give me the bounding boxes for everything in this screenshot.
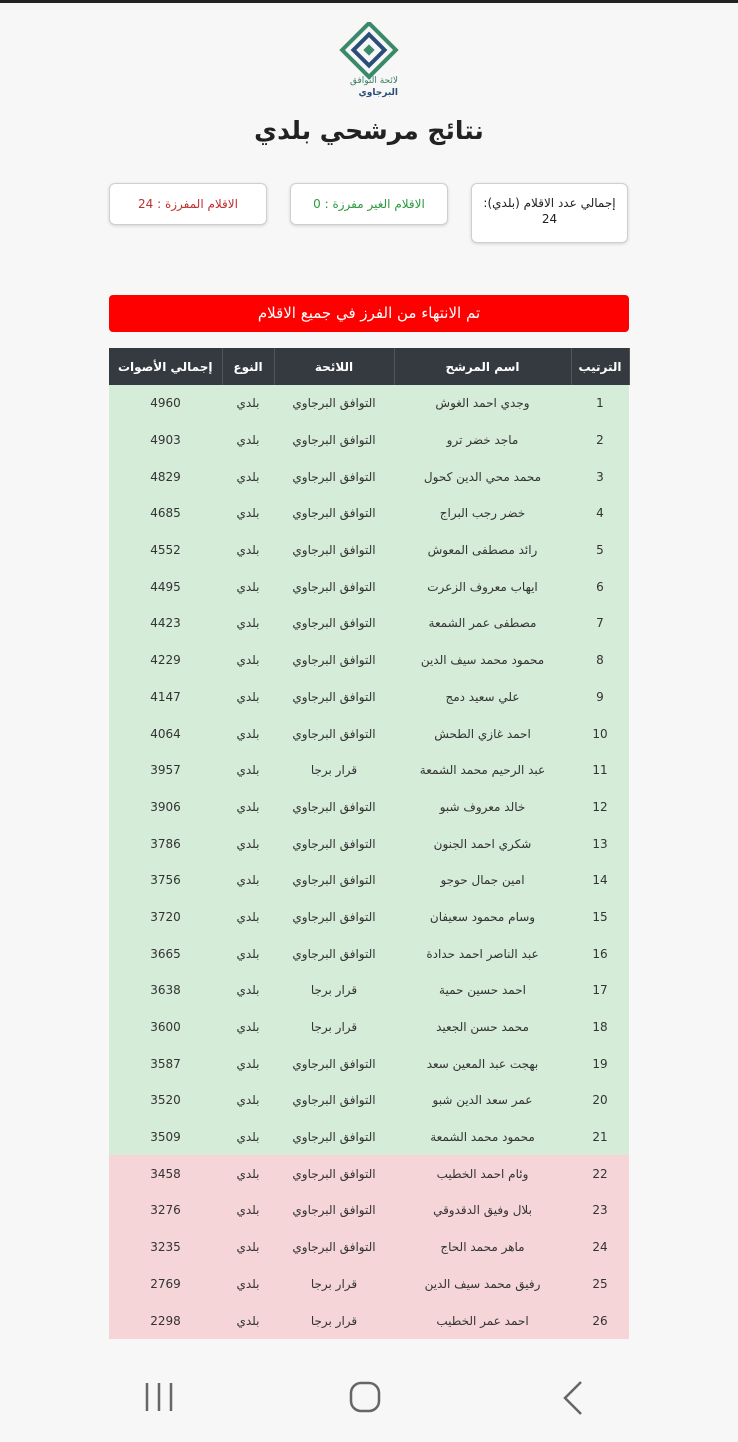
list-cell: التوافق البرجاوي [292, 799, 376, 814]
candidate-name-cell: مصطفى عمر الشمعة [428, 616, 537, 631]
rank-cell: 17 [592, 983, 608, 998]
type-cell: بلدي [236, 1276, 260, 1291]
rank-cell: 18 [592, 1020, 608, 1035]
header-rank[interactable]: الترتيب [571, 348, 629, 385]
table-row [109, 899, 629, 936]
votes-cell: 2769 [150, 1276, 181, 1291]
list-cell: التوافق البرجاوي [292, 506, 376, 521]
logo-line2: البرجاوي [358, 88, 398, 98]
type-cell: بلدي [236, 726, 260, 741]
candidate-name-cell: ايهاب معروف الزعرت [427, 579, 538, 594]
candidate-name-cell: احمد غازي الطحش [434, 726, 531, 741]
candidate-name-cell: علي سعيد دمج [445, 689, 520, 704]
type-cell: بلدي [236, 1056, 260, 1071]
candidate-name-cell: بلال وفيق الدقدوقي [433, 1203, 532, 1218]
type-cell: بلدي [236, 506, 260, 521]
list-cell: قرار برجا [310, 1020, 358, 1035]
type-cell: بلدي [236, 1240, 260, 1255]
rank-cell: 25 [592, 1276, 608, 1291]
list-cell: التوافق البرجاوي [292, 1166, 376, 1181]
rank-cell: 2 [596, 433, 604, 448]
votes-cell: 4552 [150, 543, 181, 558]
rank-cell: 4 [596, 506, 604, 521]
home-icon[interactable] [346, 1378, 386, 1418]
candidate-name-cell: رائد مصطفى المعوش [427, 543, 538, 558]
votes-cell: 4829 [150, 469, 181, 484]
list-cell: التوافق البرجاوي [292, 909, 376, 924]
list-cell: قرار برجا [310, 1313, 358, 1328]
list-cell: التوافق البرجاوي [292, 689, 376, 704]
type-cell: بلدي [236, 396, 260, 411]
type-cell: بلدي [236, 909, 260, 924]
candidate-name-cell: رفيق محمد سيف الدين [424, 1276, 541, 1291]
rank-cell: 12 [592, 799, 608, 814]
votes-cell: 4423 [150, 616, 181, 631]
rank-cell: 24 [592, 1240, 608, 1255]
candidate-name-cell: وئام احمد الخطيب [436, 1166, 529, 1181]
candidate-name-cell: بهجت عبد المعين سعد [426, 1056, 539, 1071]
type-cell: بلدي [236, 763, 260, 778]
candidate-name-cell: محمد حسن الجعيد [436, 1020, 529, 1035]
unsorted-stations-card: الاقلام الغير مفرزة : 0 [290, 183, 448, 225]
table-row [109, 1155, 629, 1192]
votes-cell: 3665 [150, 946, 181, 961]
candidate-name-cell: محمود محمد سيف الدين [420, 653, 545, 668]
table-row [109, 385, 629, 422]
votes-cell: 4064 [150, 726, 181, 741]
list-cell: التوافق البرجاوي [292, 946, 376, 961]
type-cell: بلدي [236, 579, 260, 594]
table-row [109, 458, 629, 495]
table-row [109, 642, 629, 679]
rank-cell: 10 [592, 726, 608, 741]
candidate-name-cell: خضر رجب البراج [439, 506, 526, 521]
table-row [109, 1302, 629, 1339]
header-votes[interactable]: إجمالي الأصوات [109, 348, 222, 385]
candidate-name-cell: ماجد خضر ترو [446, 433, 519, 448]
list-cell: التوافق البرجاوي [292, 1093, 376, 1108]
back-icon[interactable] [553, 1378, 593, 1418]
votes-cell: 3786 [150, 836, 181, 851]
votes-cell: 3235 [150, 1240, 181, 1255]
table-row [109, 495, 629, 532]
votes-cell: 4960 [150, 396, 181, 411]
table-row [109, 935, 629, 972]
table-row [109, 1045, 629, 1082]
candidate-name-cell: عبد الناصر احمد حدادة [426, 946, 539, 961]
rank-cell: 22 [592, 1166, 608, 1181]
rank-cell: 9 [596, 689, 604, 704]
table-row [109, 605, 629, 642]
table-row [109, 862, 629, 899]
type-cell: بلدي [236, 836, 260, 851]
candidate-name-cell: وسام محمود سعيفان [429, 909, 536, 924]
candidate-name-cell: خالد معروف شبو [439, 799, 526, 814]
sorting-complete-banner: تم الانتهاء من الفرز في جميع الاقلام [109, 295, 629, 332]
candidate-name-cell: عبد الرحيم محمد الشمعة [419, 763, 546, 778]
list-cell: قرار برجا [310, 1276, 358, 1291]
list-cell: قرار برجا [310, 983, 358, 998]
header-name[interactable]: اسم المرشح [394, 348, 571, 385]
total-stations-value: 24 [541, 212, 558, 226]
type-cell: بلدي [236, 653, 260, 668]
type-cell: بلدي [236, 469, 260, 484]
rank-cell: 8 [596, 653, 604, 668]
rank-cell: 20 [592, 1093, 608, 1108]
votes-cell: 4903 [150, 433, 181, 448]
status-bar-edge [0, 0, 738, 3]
table-row [109, 789, 629, 826]
table-row [109, 1119, 629, 1156]
votes-cell: 3587 [150, 1056, 181, 1071]
table-row [109, 715, 629, 752]
rank-cell: 7 [596, 616, 604, 631]
type-cell: بلدي [236, 946, 260, 961]
type-cell: بلدي [236, 543, 260, 558]
list-cell: التوافق البرجاوي [292, 616, 376, 631]
list-cell: التوافق البرجاوي [292, 1240, 376, 1255]
list-cell: التوافق البرجاوي [292, 726, 376, 741]
type-cell: بلدي [236, 1130, 260, 1145]
type-cell: بلدي [236, 873, 260, 888]
candidate-name-cell: احمد عمر الخطيب [436, 1313, 529, 1328]
table-row [109, 422, 629, 459]
votes-cell: 4495 [150, 579, 181, 594]
candidate-name-cell: احمد حسين حمية [439, 983, 526, 998]
list-cell: التوافق البرجاوي [292, 543, 376, 558]
votes-cell: 3509 [150, 1130, 181, 1145]
table-row [109, 1192, 629, 1229]
rank-cell: 26 [592, 1313, 608, 1328]
votes-cell: 3600 [150, 1020, 181, 1035]
header-list[interactable]: اللائحة [274, 348, 394, 385]
list-cell: قرار برجا [310, 763, 358, 778]
votes-cell: 4685 [150, 506, 181, 521]
table-row [109, 679, 629, 716]
votes-cell: 3638 [150, 983, 181, 998]
list-cell: التوافق البرجاوي [292, 433, 376, 448]
type-cell: بلدي [236, 1166, 260, 1181]
table-row [109, 532, 629, 569]
candidate-name-cell: وجدي احمد الغوش [435, 396, 530, 411]
rank-cell: 1 [596, 396, 604, 411]
table-row [109, 1229, 629, 1266]
type-cell: بلدي [236, 799, 260, 814]
rank-cell: 16 [592, 946, 608, 961]
list-cell: التوافق البرجاوي [292, 836, 376, 851]
table-row [109, 825, 629, 862]
type-cell: بلدي [236, 1313, 260, 1328]
candidate-name-cell: امين جمال حوجو [440, 873, 525, 888]
type-cell: بلدي [236, 616, 260, 631]
list-cell: التوافق البرجاوي [292, 469, 376, 484]
table-header-row [109, 348, 629, 385]
candidate-name-cell: محمود محمد الشمعة [430, 1130, 535, 1145]
votes-cell: 3720 [150, 909, 181, 924]
rank-cell: 3 [596, 469, 604, 484]
table-row [109, 1082, 629, 1119]
recent-apps-icon[interactable] [139, 1378, 179, 1418]
votes-cell: 3906 [150, 799, 181, 814]
votes-cell: 3756 [150, 873, 181, 888]
results-table [109, 348, 629, 1339]
table-row [109, 752, 629, 789]
sorted-stations-card: الاقلام المفرزة : 24 [109, 183, 267, 225]
rank-cell: 13 [592, 836, 608, 851]
table-row [109, 972, 629, 1009]
type-cell: بلدي [236, 1020, 260, 1035]
candidate-name-cell: محمد محي الدين كحول [423, 469, 542, 484]
list-cell: التوافق البرجاوي [292, 1130, 376, 1145]
votes-cell: 4229 [150, 653, 181, 668]
header-type[interactable]: النوع [222, 348, 274, 385]
table-row [109, 1009, 629, 1046]
votes-cell: 3520 [150, 1093, 181, 1108]
table-row [109, 568, 629, 605]
type-cell: بلدي [236, 1093, 260, 1108]
candidate-name-cell: شكري احمد الجنون [433, 836, 532, 851]
list-cell: التوافق البرجاوي [292, 1056, 376, 1071]
list-cell: التوافق البرجاوي [292, 1203, 376, 1218]
candidate-name-cell: عمر سعد الدين شبو [432, 1093, 533, 1108]
rank-cell: 23 [592, 1203, 608, 1218]
list-cell: التوافق البرجاوي [292, 396, 376, 411]
votes-cell: 3458 [150, 1166, 181, 1181]
type-cell: بلدي [236, 983, 260, 998]
rank-cell: 5 [596, 543, 604, 558]
rank-cell: 11 [592, 763, 608, 778]
type-cell: بلدي [236, 689, 260, 704]
total-stations-card [471, 183, 628, 243]
logo-line1: لائحة التوافق [349, 76, 398, 86]
list-cell: التوافق البرجاوي [292, 579, 376, 594]
rank-cell: 6 [596, 579, 604, 594]
votes-cell: 3957 [150, 763, 181, 778]
page-title: نتائج مرشحي بلدي [254, 116, 484, 145]
votes-cell: 4147 [150, 689, 181, 704]
list-cell: التوافق البرجاوي [292, 653, 376, 668]
votes-cell: 2298 [150, 1313, 181, 1328]
type-cell: بلدي [236, 433, 260, 448]
rank-cell: 21 [592, 1130, 608, 1145]
rank-cell: 14 [592, 873, 608, 888]
total-stations-label: إجمالي عدد الاقلام (بلدي): [483, 196, 616, 210]
table-row [109, 1266, 629, 1303]
list-cell: التوافق البرجاوي [292, 873, 376, 888]
type-cell: بلدي [236, 1203, 260, 1218]
votes-cell: 3276 [150, 1203, 181, 1218]
rank-cell: 15 [592, 909, 608, 924]
rank-cell: 19 [592, 1056, 608, 1071]
candidate-name-cell: ماهر محمد الحاج [440, 1240, 525, 1255]
